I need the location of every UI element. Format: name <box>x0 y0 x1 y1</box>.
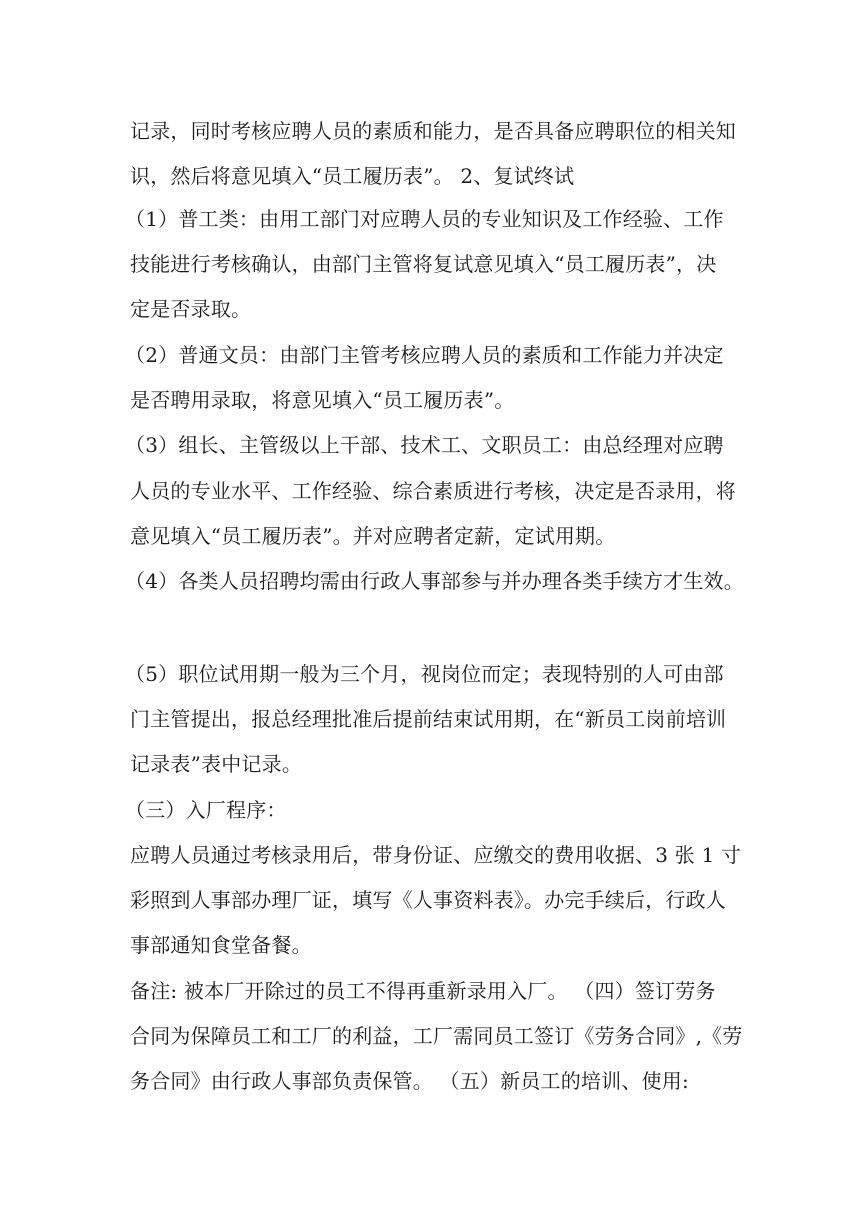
text-line: （1）普工类：由用工部门对应聘人员的专业知识及工作经验、工作 <box>125 207 724 231</box>
text-line: 是否聘用录取，将意见填入“员工履历表”。 <box>130 388 515 412</box>
text-line: 人员的专业水平、工作经验、综合素质进行考核，决定是否录用，将 <box>130 479 736 503</box>
text-line: 技能进行考核确认，由部门主管将复试意见填入“员工履历表”，决 <box>130 252 717 276</box>
text-line: 记录表”表中记录。 <box>130 752 303 776</box>
text-line: 识，然后将意见填入“员工履历表”。 2、复试终试 <box>130 164 575 188</box>
section-heading: （三）入厂程序： <box>125 798 287 822</box>
text-line: 彩照到人事部办理厂证，填写《人事资料表》。办完手续后，行政人 <box>130 888 726 912</box>
text-line: 门主管提出，报总经理批准后提前结束试用期，在“新员工岗前培训 <box>130 707 727 731</box>
text-line: 务合同》由行政人事部负责保管。 （五）新员工的培训、使用: <box>130 1069 689 1093</box>
text-line: 记录，同时考核应聘人员的素质和能力，是否具备应聘职位的相关知 <box>130 119 736 143</box>
text-line: 合同为保障员工和工厂的利益，工厂需同员工签订《劳务合同》,《劳 <box>130 1024 743 1048</box>
text-line: （2）普通文员：由部门主管考核应聘人员的素质和工作能力并决定 <box>125 343 724 367</box>
text-line: 事部通知食堂备餐。 <box>130 933 312 957</box>
text-line: （3）组长、主管级以上干部、技术工、文职员工：由总经理对应聘 <box>125 433 724 457</box>
text-line: （5）职位试用期一般为三个月，视岗位而定；表现特别的人可由部 <box>125 662 724 686</box>
text-line: （4）各类人员招聘均需由行政人事部参与并办理各类手续方才生效。 <box>125 569 744 593</box>
text-line: 意见填入“员工履历表”。并对应聘者定薪，定试用期。 <box>130 524 616 548</box>
text-line: 应聘人员通过考核录用后，带身份证、应缴交的费用收据、3 张 1 寸 <box>130 843 742 867</box>
text-line: 备注: 被本厂开除过的员工不得再重新录用入厂。 （四）签订劳务 <box>130 979 716 1003</box>
text-line: 定是否录取。 <box>130 297 252 321</box>
